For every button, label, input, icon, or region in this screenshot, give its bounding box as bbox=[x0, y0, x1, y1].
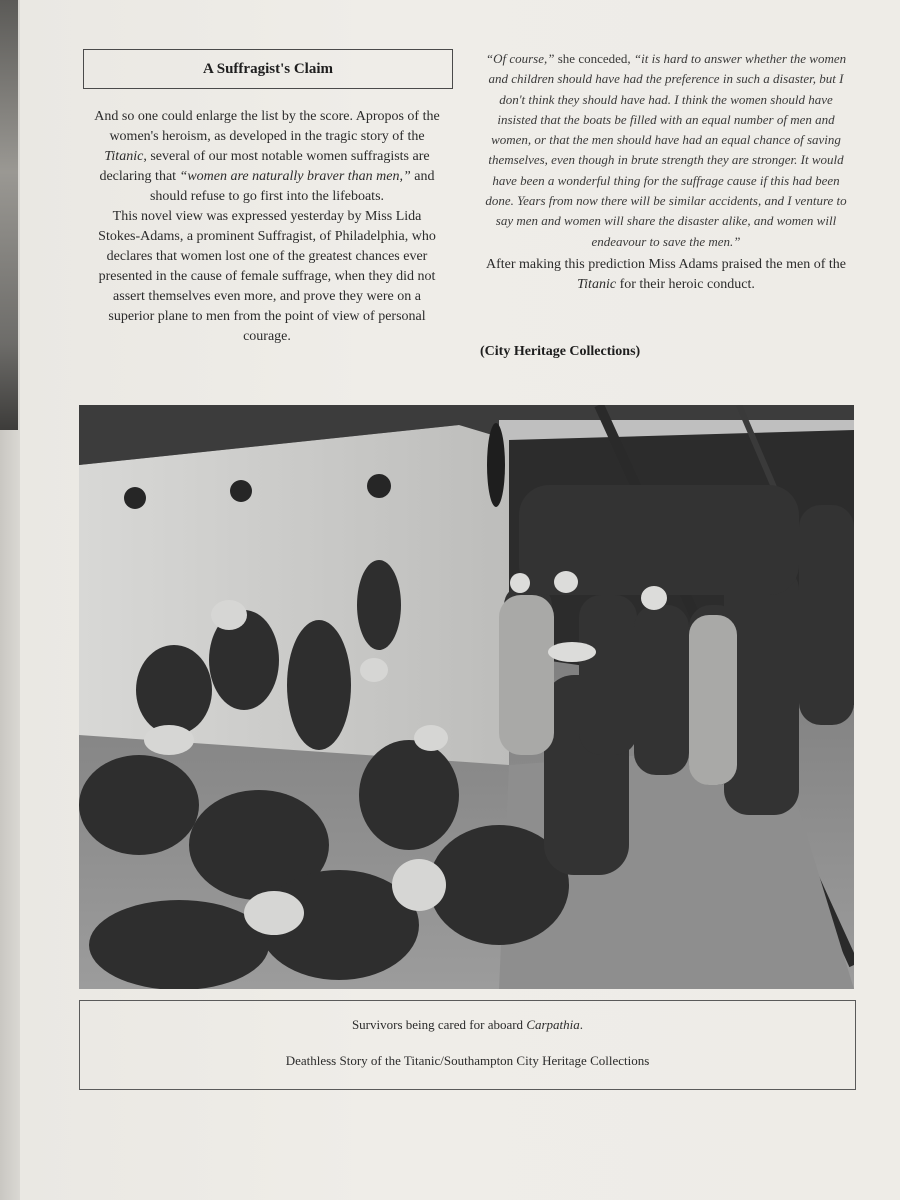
photo-caption-box bbox=[79, 1000, 856, 1090]
paragraph-1: And so one could enlarge the list by the score. Apropos of the women's heroism, as developed in the tragic story of the Titanic, several of our most notable women suffragists are declaring that “women are naturally braver than men,” and should refuse to go first into the lifeboats. bbox=[94, 109, 440, 204]
right-column-text bbox=[478, 49, 854, 295]
caption-line-2: Deathless Story of the Titanic/Southampton City Heritage Collections bbox=[285, 1053, 650, 1068]
article-title: A Suffragist's Claim bbox=[202, 60, 333, 77]
carpathia-deck-photo bbox=[79, 405, 854, 989]
closing-paragraph: After making this prediction Miss Adams praised the men of the Titanic for their heroic conduct. bbox=[485, 256, 847, 292]
previous-page-photo-edge bbox=[0, 0, 18, 430]
previous-page-edge bbox=[0, 0, 22, 1200]
photo-illustration bbox=[79, 405, 854, 989]
caption-line-1: Survivors being cared for aboard Carpathia. bbox=[351, 1017, 584, 1032]
left-column-text bbox=[92, 107, 442, 347]
source-credit: (City Heritage Collections) bbox=[480, 344, 641, 359]
paragraph-2: This novel view was expressed yesterday by Miss Lida Stokes-Adams, a prominent Suffragist, of Philadelphia, who declares that women lost one of the greatest chances ever presented in the cause of female suffrage, when they did not assert themselves even more, and prove they were on a superior plane to men from the point of view of personal courage. bbox=[98, 209, 436, 344]
article-title-box bbox=[83, 49, 453, 89]
adams-quote: “Of course,” she conceded, “it is hard to answer whether the women and children should have had the preference in such a disaster, but I don't think they should have had. I think the women should have insisted that the boats be filled with an equal number of men and women, or that the men should have had an equal chance of saving themselves, even though in brute strength they are stronger. It would have been a wonderful thing for the suffrage cause if this had been done. Years from now there will be similar accidents, and I venture to say men and women will share the disaster alike, and women will endeavour to save the men.” bbox=[485, 51, 847, 249]
